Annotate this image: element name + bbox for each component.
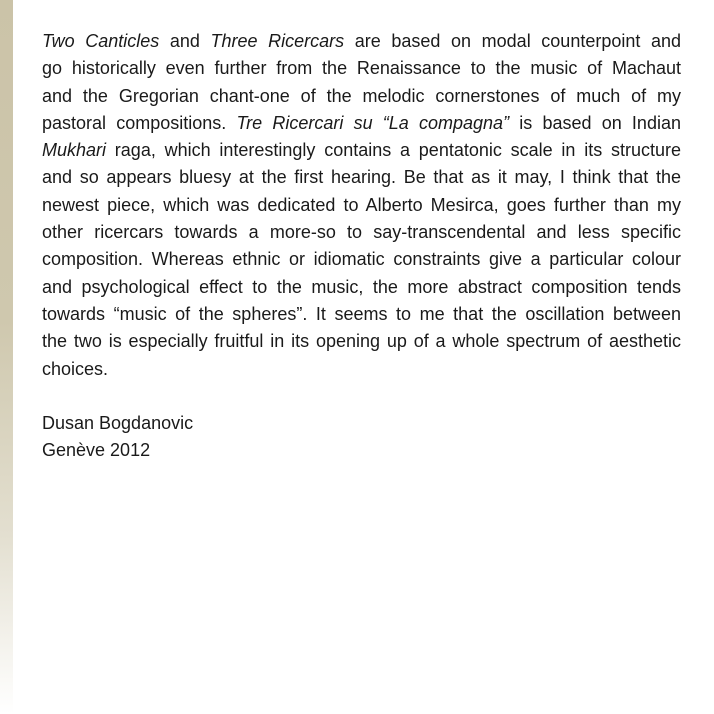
body-line	[42, 55, 681, 82]
body-text: is based on Indian	[509, 112, 681, 133]
text-block	[42, 28, 681, 465]
body-text: go historically even further from the Renaissance to the music of Machaut	[42, 58, 681, 79]
body-text: other ricercars towards a more-so to say-transcendental and less specific	[42, 222, 681, 243]
body-line	[42, 192, 681, 219]
body-paragraph	[42, 28, 681, 383]
body-text: newest piece, which was dedicated to Alberto Mesirca, goes further than my	[42, 194, 681, 215]
body-line	[42, 110, 681, 137]
body-text: composition. Whereas ethnic or idiomatic constraints give a particular colour	[42, 249, 681, 270]
body-text: and psychological effect to the music, the more abstract composition tends	[42, 276, 681, 297]
body-text: the two is especially fruitful in its opening up of a whole spectrum of aesthetic	[42, 331, 681, 352]
body-line	[42, 246, 681, 273]
body-text: and	[159, 31, 211, 51]
italic-title-text: Three Ricercars	[210, 31, 345, 51]
body-line	[42, 356, 681, 383]
body-line	[42, 301, 681, 328]
body-line	[42, 28, 681, 55]
body-line	[42, 328, 681, 355]
body-line	[42, 274, 681, 301]
body-line	[42, 83, 681, 110]
body-text: are based on modal counterpoint and	[344, 31, 682, 51]
paragraph-gap	[42, 383, 681, 410]
decorative-side-bar	[0, 0, 13, 714]
italic-title-text: Two Canticles	[42, 31, 160, 51]
body-text: choices.	[42, 358, 109, 379]
body-line	[42, 164, 681, 191]
italic-title-text: Mukhari	[42, 140, 107, 161]
body-text: raga, which interestingly contains a pentatonic scale in its structure	[106, 140, 681, 161]
italic-title-text: Tre Ricercari su “La compagna”	[236, 112, 510, 133]
body-text: and so appears bluesy at the first hearing. Be that as it may, I think that the	[42, 167, 681, 188]
signature-name: Dusan Bogdanovic	[42, 413, 194, 434]
body-text: towards “music of the spheres”. It seems to me that the oscillation between	[42, 303, 681, 324]
signature-place-date: Genève 2012	[42, 440, 151, 461]
body-text: and the Gregorian chant-one of the melodic cornerstones of much of my	[42, 85, 681, 106]
body-text: pastoral compositions.	[42, 112, 237, 133]
body-line	[42, 219, 681, 246]
body-line	[42, 137, 681, 164]
